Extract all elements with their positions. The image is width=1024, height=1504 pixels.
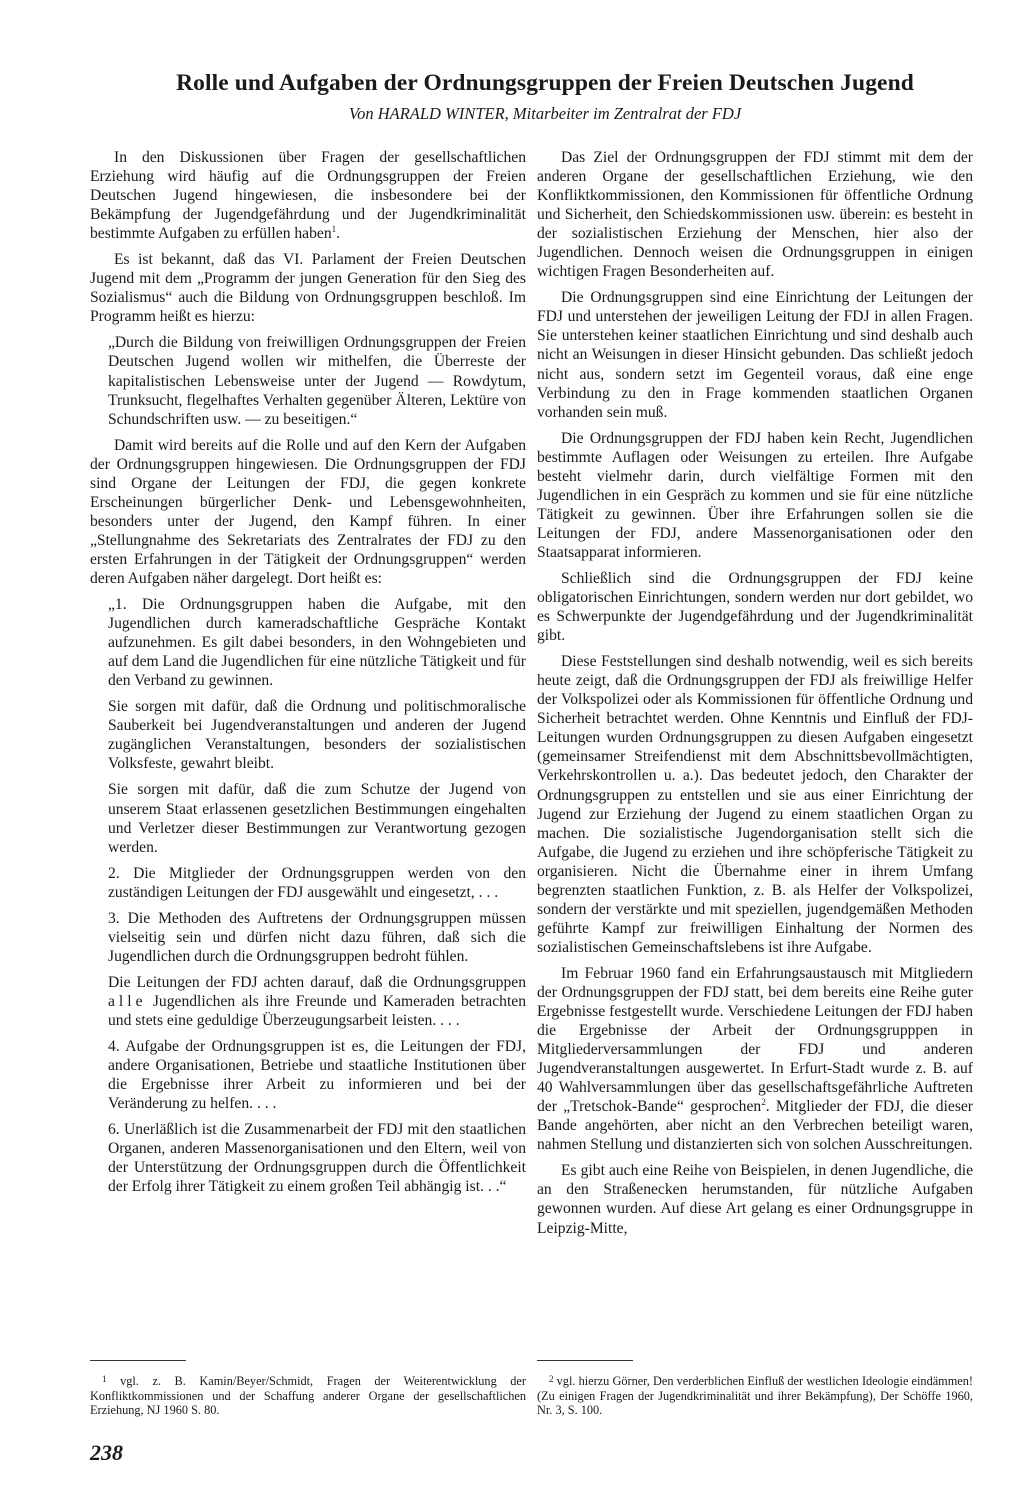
footnote-1: $^1$ vgl. z. B. Kamin/Beyer/Schmidt, Fragen der Weiterentwicklung der Konfliktkommissionen und der Schaffung anderer Organe der gesellschaftlichen Erziehung, NJ 1960 S. 80. [90,1374,526,1417]
footnote-ref[interactable]: 1 [331,224,337,234]
quote-paragraph: 4. Aufgabe der Ordnungsgruppen ist es, die Leitungen der FDJ, andere Organisationen, Betriebe und staatliche Institutionen über die Ergebnisse ihrer Arbeit zu informieren und bei der Veränderung zu helfen. . . . [108,1038,526,1113]
quote-paragraph: Sie sorgen mit dafür, daß die Ordnung und politischmoralische Sauberkeit bei Jugendveranstaltungen und anderen der Jugend zugänglichen Veranstaltungen, besonders der sozialistischen Volksfeste, gewahrt bleibt. [108,698,526,773]
quote-paragraph: Sie sorgen mit dafür, daß die zum Schutze der Jugend von unserem Staat erlassenen gesetzlichen Bestimmungen eingehalten und Verletzer dieser Bestimmungen zur Verantwortung gezogen werden. [108,781,526,856]
footnote-2: $^2$ vgl. hierzu Görner, Den verderblichen Einfluß der westlichen Ideologie eindämmen! (Zu einigen Fragen der Jugendkriminalität und ihrer Bekämpfung), Der Schöffe 1960, Nr. 3, S. 100. [537,1374,974,1417]
paragraph: Schließlich sind die Ordnungsgruppen der FDJ keine obligatorischen Einrichtungen, sondern werden nur dort gebildet, wo es Schwerpunkte der Jugendgefährdung und der Jugendkriminalität gibt. [537,569,973,645]
paragraph: Das Ziel der Ordnungsgruppen der FDJ stimmt mit dem der anderen Organe der gesellschaftlichen Erziehung, wie den Konfliktkommissionen, den Kommissionen für öffentliche Ordnung und Sicherheit, den Schiedskommissionen usw. überein: es besteht in der sozialistischen Erziehung der Menschen, hier also der Jugendlichen. Dennoch weisen die Ordnungsgruppen in einigen wichtigen Fragen Besonderheiten auf. [537,149,973,281]
footnote-ref[interactable]: 2 [761,1097,766,1108]
footnote-divider [537,1360,633,1361]
author-byline: Von HARALD WINTER, Mitarbeiter im Zentralrat der FDJ [348,104,742,123]
left-column [90,148,526,1203]
quote-paragraph: „Durch die Bildung von freiwilligen Ordnungsgruppen der Freien Deutschen Jugend wollen wir mithelfen, die Überreste der kapitalistischen Lebensweise unter der Jugend — Rowdytum, Trunksucht, flegelhaftes Verhalten gegenüber Älteren, Lektüre von Schundschriften usw. — zu beseitigen.“ [108,334,526,428]
right-column [537,148,973,1245]
paragraph: Die Ordnungsgruppen der FDJ haben kein Recht, Jugendlichen bestimmte Auflagen oder Weisungen zu erteilen. Ihre Aufgabe besteht vielmehr darin, durch vielfältige Formen mit den Jugendlichen in ein Gespräch zu kommen und sie für eine nützliche Tätigkeit zu gewinnen. Über ihre Erfahrungen sollen sie die Leitungen der FDJ, andere Massenorganisationen oder den Staatsapparat informieren. [537,429,973,561]
paragraph: Damit wird bereits auf die Rolle und auf den Kern der Aufgaben der Ordnungsgruppen hingewiesen. Die Ordnungsgruppen der FDJ sind Organe der Leitungen der FDJ, die gegen konkrete Erscheinungen bürgerlicher Denk- und Lebensgewohnheiten, besonders unter der Jugend, den Kampf führen. In einer „Stellungnahme des Sekretariats des Zentralrates der FDJ zu den ersten Erfahrungen in der Tätigkeit der Ordnungsgruppen“ werden deren Aufgaben näher dargelegt. Dort heißt es: [90,436,526,587]
paragraph: In den Diskussionen über Fragen der gesellschaftlichen Erziehung wird häufig auf die Ordnungsgruppen der Freien Deutschen Jugend hingewiesen, die insbesondere bei der Bekämpfung der Jugendgefährdung und der Jugendkriminalität bestimmte Aufgaben zu erfüllen haben$^1$. [90,149,526,243]
page-number: 238 [90,1440,123,1465]
quote-paragraph: Die Leitungen der FDJ achten darauf, daß die Ordnungsgruppen alle Jugendlichen als ihre Freunde und Kameraden betrachten und stets eine geduldige Überzeugungsarbeit leisten. . . . [108,973,526,1029]
footnote-divider [90,1360,186,1361]
quote-paragraph: 6. Unerläßlich ist die Zusammenarbeit der FDJ mit den staatlichen Organen, anderen Massenorganisationen und den Eltern, weil von der Unterstützung der Ordnungsgruppen durch die Öffentlichkeit der Erfolg ihrer Tätigkeit zu einem großen Teil abhängig ist. . .“ [108,1121,526,1196]
article-title: Rolle und Aufgaben der Ordnungsgruppen der Freien Deutschen Jugend [176,70,914,96]
quote-paragraph: 2. Die Mitglieder der Ordnungsgruppen werden von den zuständigen Leitungen der FDJ ausgewählt und eingesetzt, . . . [108,864,526,901]
paragraph: Im Februar 1960 fand ein Erfahrungsaustausch mit Mitgliedern der Ordnungsgruppen der FDJ statt, bei dem bereits eine Reihe guter Ergebnisse festgestellt wurde. Verschiedene Leitungen der FDJ haben die Ergebnisse der Arbeit der Ordnungsgrupppen in Mitgliederversammlungen der FDJ und anderen Jugendveranstaltungen ausgewertet. In Erfurt-Stadt wurde z. B. auf 40 Wahlversammlungen über das gesellschaftsgefährliche Auftreten der „Tretschok-Bande“ gesprochen$^2$. Mitglieder der FDJ, die dieser Bande angehörten, aber nicht an den Verbrechen beteiligt waren, nahmen Stellung und distanzierten sich von solchen Ausschreitungen. [537,964,973,1154]
paragraph: Es ist bekannt, daß das VI. Parlament der Freien Deutschen Jugend mit dem „Programm der jungen Generation für den Sieg des Sozialismus“ auch die Bildung von Ordnungsgruppen beschloß. Im Programm heißt es hierzu: [90,251,526,326]
emphasized-word: alle [108,992,147,1010]
paragraph: Diese Feststellungen sind deshalb notwendig, weil es sich bereits heute zeigt, daß die Ordnungsgruppen der FDJ als freiwillige Helfer der Volkspolizei oder als Kommissionen für öffentliche Ordnung und Sicherheit betrachtet werden. Ohne Kenntnis und Einfluß der FDJ-Leitungen wurden Ordnungsgruppen zu diesen Aufgaben eingesetzt (gemeinsamer Streifendienst mit dem Abschnittsbevollmächtigten, Verkehrskontrollen u. a.). Das bedeutet jedoch, den Charakter der Ordnungsgruppen zu entstellen und sie aus einer Einrichtung der Jugend zur Erziehung der Jugend zu einem staatlichen Organ zu machen. Die sozialistische Jugendorganisation stellt sich die Aufgabe, die Jugend zu erziehen und ihre schöpferische Tätigkeit zu organisieren. Nicht die Übernahme einer in ihrem Umfang begrenzten staatlichen Funktion, z. B. als Helfer der Volkspolizei, sondern der verstärkte und mit speziellen, jugendgemäßen Methoden geführte Kampf zur freiwilligen Einhaltung der Normen des sozialistischen Gemeinschaftslebens ist ihre Aufgabe. [537,653,973,956]
paragraph: Es gibt auch eine Reihe von Beispielen, in denen Jugendliche, die an den Straßenecken herumstanden, für nützliche Aufgaben gewonnen wurden. Auf diese Art gelang es einer Ordnungsgruppe in Leipzig-Mitte, [537,1162,973,1237]
paragraph: Die Ordnungsgruppen sind eine Einrichtung der Leitungen der FDJ und unterstehen der jeweiligen Leitung der FDJ in allen Fragen. Sie unterstehen keiner staatlichen Einrichtung und sind deshalb auch nicht an Weisungen in dieser Hinsicht gebunden. Das schließt jedoch nicht aus, sondern setzt im Gegenteil voraus, daß eine enge Verbindung zu den in Frage kommenden staatlichen Organen vorhanden sein muß. [537,289,973,421]
quote-paragraph: 3. Die Methoden des Auftretens der Ordnungsgruppen müssen vielseitig sein und dürfen nicht dazu führen, daß sich die Jugendlichen durch die Ordnungsgruppen bedroht fühlen. [108,909,526,965]
quote-paragraph: „1. Die Ordnungsgruppen haben die Aufgabe, mit den Jugendlichen durch kameradschaftliche Gespräche Kontakt aufzunehmen. Es gilt dabei besonders, in den Wohngebieten und auf dem Land die Jugendlichen für eine nützliche Tätigkeit und für den Verband zu gewinnen. [108,596,527,690]
